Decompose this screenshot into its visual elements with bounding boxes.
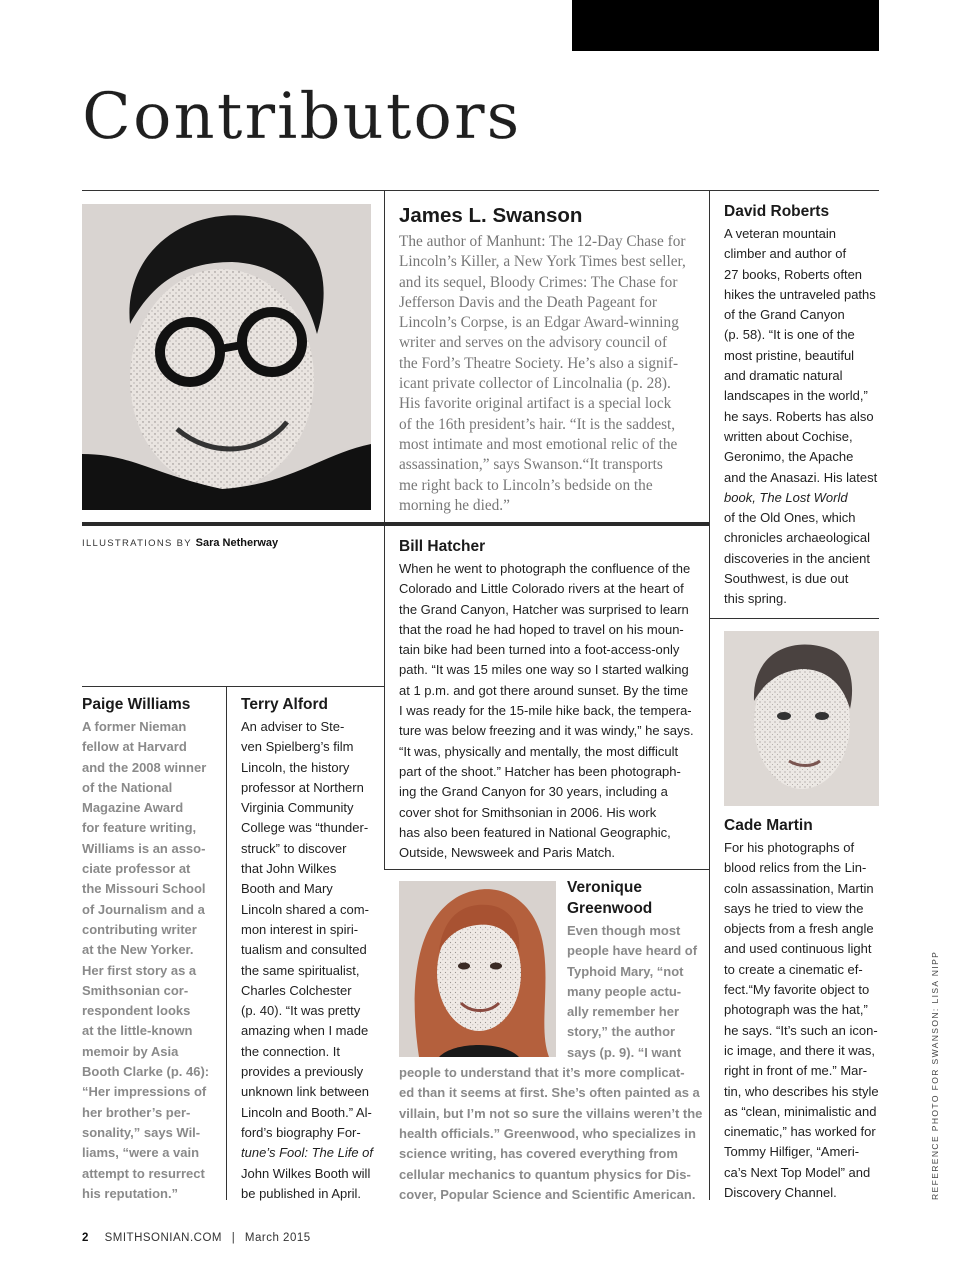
text-line: The author of Manhunt: The 12-Day Chase for [399,233,686,250]
hatcher-bio [399,537,704,863]
top-black-bar [572,0,879,51]
text-line: ford’s biography For- [241,1124,361,1140]
text-line: of the National [82,779,173,795]
text-line: ven Spielberg’s film [241,739,354,755]
text-line: book, The Lost World [724,489,848,505]
text-line: struck” to discover [241,840,347,856]
text-line: at 1 p.m. and got there around sunset. By the time [399,682,689,698]
text-line: the connection. It [241,1043,341,1059]
greenwood-name-first: Veronique [567,879,642,896]
text-line: Virginia Community [241,800,354,816]
text-line: says he tried to view the [724,900,864,916]
text-line: people to understand that it’s more complicat- [399,1065,685,1081]
swanson-name: James L. Swanson [399,204,583,227]
text-line: writer and serves on the advisory council of [399,334,668,352]
alford-bio [241,695,384,1204]
text-line: A veteran mountain [724,226,837,241]
text-line: hikes the untraveled paths [724,286,876,302]
text-line: “It was, physically and mentally, the most difficult [399,743,679,759]
text-line: me right back to Lincoln’s bedside on the [399,476,653,494]
text-line: tain bike had been turned into a foot-access-only [399,642,680,658]
credit-label: ILLUSTRATIONS BY [82,538,192,549]
text-line: Lincoln shared a com- [241,901,369,917]
greenwood-text [399,921,704,1205]
text-line: An adviser to Ste- [241,719,345,734]
text-line: (p. 40). “It was pretty [241,1003,361,1019]
text-line: photograph was the hat,” [724,1002,868,1018]
text-line: Booth and Mary [241,881,333,897]
text-line: Her first story as a [82,962,197,978]
text-line: path. “It was 15 miles one way so I started walking [399,662,689,678]
text-line: Booth Clarke (p. 46): [82,1064,210,1080]
text-line: Colorado and Little Colorado rivers at the heart of [399,581,684,597]
text-line: tualism and consulted [241,942,367,958]
text-line: contributing writer [82,921,197,937]
swanson-portrait [82,204,371,510]
text-line: ciate professor at [82,861,191,877]
alford-name: Terry Alford [241,696,328,713]
text-line: provides a previously [241,1064,364,1080]
greenwood-bio [399,878,704,1205]
text-line: people have heard of [567,943,698,959]
text-line: Smithsonian cor- [82,982,189,998]
text-line: health officials.” Greenwood, who specializes in [399,1125,696,1141]
footer-issue: March 2015 [244,1232,311,1244]
divider-left-middle [384,190,385,870]
text-line: ic image, and there it was, [724,1042,876,1058]
text-line: respondent looks [82,1003,191,1019]
text-line: 27 books, Roberts often [724,266,863,282]
text-line: unknown link between [241,1084,369,1100]
text-line: at the little-known [82,1023,193,1039]
text-line: to create a cinematic ef- [724,961,863,977]
text-line: the Grand Canyon, Hatcher was surprised to learn [399,601,689,617]
text-line: her brother’s per- [82,1104,191,1120]
text-line: Lincoln’s Killer, a New York Times best seller, [399,253,686,271]
text-line: tune’s Fool: The Life of [241,1145,374,1161]
text-line: most intimate and most emotional relic of the [399,435,678,453]
illustration-credit [82,537,278,549]
text-line: written about Cochise, [724,428,853,444]
martin-name: Cade Martin [724,817,813,834]
roberts-bio [724,202,884,610]
text-line: icant private collector of Lincolnalia (p. 28). [399,375,671,393]
text-line: has also been featured in National Geographic, [399,824,671,840]
text-line: liams, “were a vain [82,1145,200,1161]
williams-text [82,717,224,1204]
swanson-text [399,232,704,516]
text-line: “Her impressions of [82,1084,207,1100]
text-line: ed than it seems at first. She’s often painted as a [399,1085,700,1101]
text-line: ally remember her [567,1004,680,1020]
text-line: many people actu- [567,983,682,999]
text-line: and used continuous light [724,941,872,957]
text-line: of the 16th president’s hair. “It is the saddest, [399,415,676,433]
text-line: fellow at Harvard [82,739,187,755]
williams-bio [82,695,224,1204]
footer-site: SMITHSONIAN.COM [104,1232,222,1244]
williams-name: Paige Williams [82,696,191,713]
page-number: 2 [82,1232,89,1244]
text-line: cover shot for Smithsonian in 2006. His work [399,804,657,820]
text-line: of the Old Ones, which [724,510,856,526]
text-line: Tommy Hilfiger, “Ameri- [724,1144,860,1160]
text-line: professor at Northern [241,779,364,795]
text-line: cinematic,” has worked for [724,1124,876,1140]
text-line: objects from a fresh angle [724,921,874,937]
alford-text [241,717,384,1204]
text-line: attempt to resurrect [82,1165,205,1181]
text-line: villain, but I’m not so sure the villains weren’t the [399,1105,703,1121]
text-line: Typhoid Mary, “not [567,963,684,979]
thick-rule [82,522,709,526]
text-line: Lincoln’s Corpse, is an Edgar Award-winning [399,314,679,332]
text-line: Geronimo, the Apache [724,449,854,465]
text-line: Charles Colchester [241,982,352,998]
text-line: of Journalism and a [82,901,205,917]
hatcher-name: Bill Hatcher [399,538,486,555]
text-line: landscapes in the world,” [724,388,868,404]
martin-portrait [724,631,879,806]
text-line: the Ford’s Theatre Society. He’s also a signif- [399,354,679,372]
page-footer [82,1232,311,1244]
text-line: and the 2008 winner [82,759,207,775]
text-line: For his photographs of [724,840,855,855]
divider-williams-alford [226,686,227,1200]
text-line: blood relics from the Lin- [724,860,867,876]
text-line: Magazine Award [82,800,184,816]
text-line: Outside, Newsweek and Paris Match. [399,845,616,861]
text-line: Lincoln, the history [241,759,350,775]
title-rule [82,190,879,191]
text-line: ing the Grand Canyon for 30 years, including a [399,784,668,800]
text-line: A former Nieman [82,719,187,734]
text-line: chronicles archaeological [724,530,870,546]
text-line: ca’s Next Top Model” and [724,1164,871,1180]
text-line: for feature writing, [82,820,197,836]
text-line: his reputation.” [82,1185,179,1201]
footer-separator: | [231,1232,236,1244]
photo-credit-vertical: REFERENCE PHOTO FOR SWANSON: LISA NIPP [930,950,940,1200]
divider-middle-right [709,190,710,1200]
text-line: the same spiritualist, [241,962,360,978]
text-line: Lincoln and Booth.” Al- [241,1104,372,1120]
hatcher-text [399,559,704,863]
text-line: fect.“My favorite object to [724,982,870,998]
text-line: be published in April. [241,1185,361,1201]
martin-bio [724,816,884,1203]
text-line: science writing, has covered everything from [399,1146,678,1162]
text-line: amazing when I made [241,1023,369,1039]
text-line: mon interest in spiri- [241,921,359,937]
text-line: assassination,” says Swanson.“It transports [399,456,663,474]
text-line: and the Anasazi. His latest [724,469,878,485]
text-line: When he went to photograph the confluence of the [399,561,691,576]
page-title: Contributors [82,80,522,154]
text-line: Williams is an asso- [82,840,206,856]
text-line: memoir by Asia [82,1043,179,1059]
text-line: tin, who describes his style [724,1083,879,1099]
text-line: as “clean, minimalistic and [724,1103,877,1119]
text-line: that the road he had hoped to travel on his moun- [399,621,684,637]
text-line: Even though most [567,923,681,938]
swanson-bio [399,203,704,516]
credit-artist: Sara Netherway [195,537,279,549]
text-line: the Missouri School [82,881,206,897]
text-line: most pristine, beautiful [724,347,855,363]
text-line: and dramatic natural [724,368,843,384]
text-line: part of the shoot.” Hatcher has been photograph- [399,763,681,779]
greenwood-name-last: Greenwood [567,899,653,917]
text-line: cellular mechanics to quantum physics for Dis- [399,1166,691,1182]
text-line: says (p. 9). “I want [567,1044,682,1060]
rule-above-martin-photo [709,618,879,619]
text-line: John Wilkes Booth will [241,1165,371,1181]
roberts-name: David Roberts [724,203,830,220]
text-line: discoveries in the ancient [724,550,870,566]
text-line: cover, Popular Science and Scientific American. [399,1186,696,1202]
rule-below-hatcher [384,869,709,870]
text-line: College was “thunder- [241,820,369,836]
text-line: coln assassination, Martin [724,880,874,896]
text-line: he says. “It’s such an icon- [724,1022,878,1038]
text-line: Southwest, is due out [724,571,849,587]
text-line: I was ready for the 15-mile hike back, the tempera- [399,703,692,719]
text-line: and its sequel, Bloody Crimes: The Chase for [399,273,678,291]
text-line: Discovery Channel. [724,1185,837,1201]
text-line: story,” the author [567,1024,676,1040]
text-line: (p. 58). “It is one of the [724,327,855,343]
text-line: His favorite original artifact is a special lock [399,395,672,413]
text-line: ture was below freezing and it was windy,” he says. [399,723,694,739]
text-line: sonality,” says Wil- [82,1124,201,1140]
text-line: Jefferson Davis and the Death Pageant for [399,293,657,311]
rule-above-williams [82,686,384,687]
roberts-text [724,224,884,610]
text-line: at the New Yorker. [82,942,194,958]
martin-text [724,838,884,1203]
text-line: right in front of me.” Mar- [724,1063,868,1079]
text-line: of the Grand Canyon [724,307,845,323]
text-line: climber and author of [724,246,847,262]
text-line: this spring. [724,591,787,607]
text-line: morning he died.” [399,496,510,514]
text-line: he says. Roberts has also [724,408,874,424]
text-line: that John Wilkes [241,861,337,877]
